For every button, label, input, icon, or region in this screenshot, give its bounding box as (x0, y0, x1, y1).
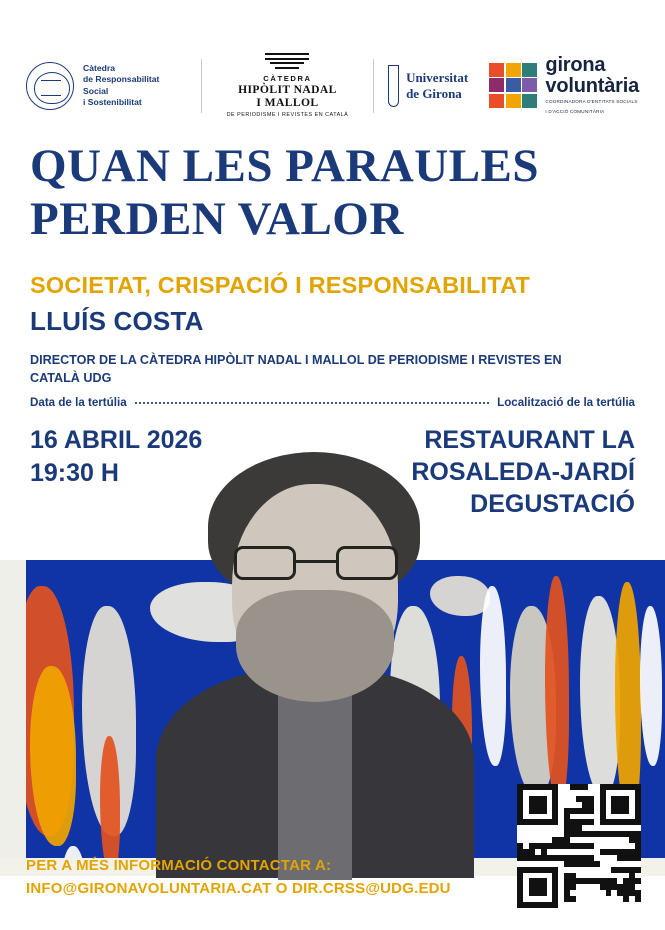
qr-cell (552, 902, 558, 908)
logo-divider-2 (373, 59, 374, 113)
painting-shape (580, 596, 620, 796)
gv-line-2: voluntària (545, 74, 639, 97)
qr-cell (588, 808, 594, 814)
gv-tagline-1: COORDINADORA D'ENTITATS SOCIALS (545, 99, 638, 105)
gv-tagline-2: I D'ACCIÓ COMUNITÀRIA (545, 108, 605, 114)
qr-cell (606, 890, 612, 896)
qr-cell (623, 808, 629, 814)
qr-cell (552, 819, 558, 825)
udg-shield-icon (388, 65, 399, 107)
footer-line-2: INFO@GIRONAVOLUNTARIA.CAT O DIR.CRSS@UDG.EDU (26, 879, 451, 897)
painting-shape (545, 576, 569, 806)
qr-cell (635, 896, 641, 902)
catedra-line-4: DE PERIODISME I REVISTES EN CATALÀ (226, 111, 349, 118)
portrait-shirt (278, 690, 352, 880)
udg-line-2: de Girona (406, 85, 462, 101)
event-date: 16 ABRIL 2026 (30, 426, 203, 454)
page-title: QUAN LES PARAULES PERDEN VALOR (30, 140, 540, 245)
qr-cell (594, 861, 600, 867)
location-label: Localització de la tertúlia (497, 396, 635, 409)
crss-emblem-icon (26, 62, 74, 110)
qr-cell (588, 843, 594, 849)
crss-logo-text (83, 63, 187, 109)
portrait-beard (236, 590, 394, 702)
painting-shape (480, 586, 506, 766)
gv-cell (506, 78, 521, 92)
qr-cell (582, 784, 588, 790)
painting-shape (640, 606, 662, 766)
girona-voluntaria-logo (489, 55, 639, 115)
catedra-logo (216, 53, 359, 118)
gv-cell (522, 63, 537, 77)
qr-cell (541, 890, 547, 896)
crss-line-1: Càtedra (83, 62, 115, 73)
qr-cell (570, 896, 576, 902)
gv-cell (506, 94, 521, 108)
date-label: Data de la tertúlia (30, 396, 127, 409)
catedra-line-1: CÀTEDRA (263, 73, 312, 83)
qr-cell (623, 896, 629, 902)
speaker-portrait (150, 440, 480, 876)
speaker-role: DIRECTOR DE LA CÀTEDRA HIPÒLIT NADAL I MALLOL DE PERIODISME I REVISTES EN CATALÀ UDG (30, 353, 562, 385)
crss-line-2: de Responsabilitat Social (83, 74, 160, 96)
gv-cell (489, 63, 504, 77)
qr-cell (635, 855, 641, 861)
footer-line-1: PER A MÉS INFORMACIÓ CONTACTAR A: (26, 857, 332, 874)
catedra-line-2: HIPÒLIT NADAL (238, 82, 337, 96)
event-time: 19:30 H (30, 458, 119, 487)
qr-cell (541, 808, 547, 814)
catedra-lines-icon (265, 53, 309, 69)
qr-cell (635, 867, 641, 873)
contact-footer (26, 855, 466, 900)
qr-cell (635, 878, 641, 884)
catedra-line-3: I MALLOL (256, 95, 319, 109)
crss-logo (26, 62, 187, 110)
gv-cell (489, 94, 504, 108)
gv-cell (522, 94, 537, 108)
artwork-left-margin (0, 546, 26, 876)
detail-label-row (30, 396, 635, 409)
udg-logo-text (406, 70, 468, 101)
logo-bar (26, 48, 639, 123)
dotted-divider (135, 402, 489, 404)
qr-code[interactable] (517, 784, 641, 908)
gv-cell (522, 78, 537, 92)
udg-logo (388, 65, 489, 107)
girona-voluntaria-mark-icon (489, 63, 537, 109)
glasses-icon (234, 546, 398, 580)
logo-divider-1 (201, 59, 202, 113)
event-venue: RESTAURANT LA ROSALEDA-JARDÍ DEGUSTACIÓ (411, 426, 635, 518)
crss-line-3: i Sostenibilitat (83, 96, 142, 107)
gv-cell (489, 78, 504, 92)
qr-cell (635, 819, 641, 825)
speaker-name: LLUÍS COSTA (30, 306, 204, 336)
page-subtitle: SOCIETAT, CRISPACIÓ I RESPONSABILITAT (30, 272, 531, 298)
qr-cell (570, 884, 576, 890)
udg-line-1: Universitat (406, 69, 469, 85)
qr-cell (588, 819, 594, 825)
gv-line-1: girona (545, 54, 606, 77)
gv-cell (506, 63, 521, 77)
